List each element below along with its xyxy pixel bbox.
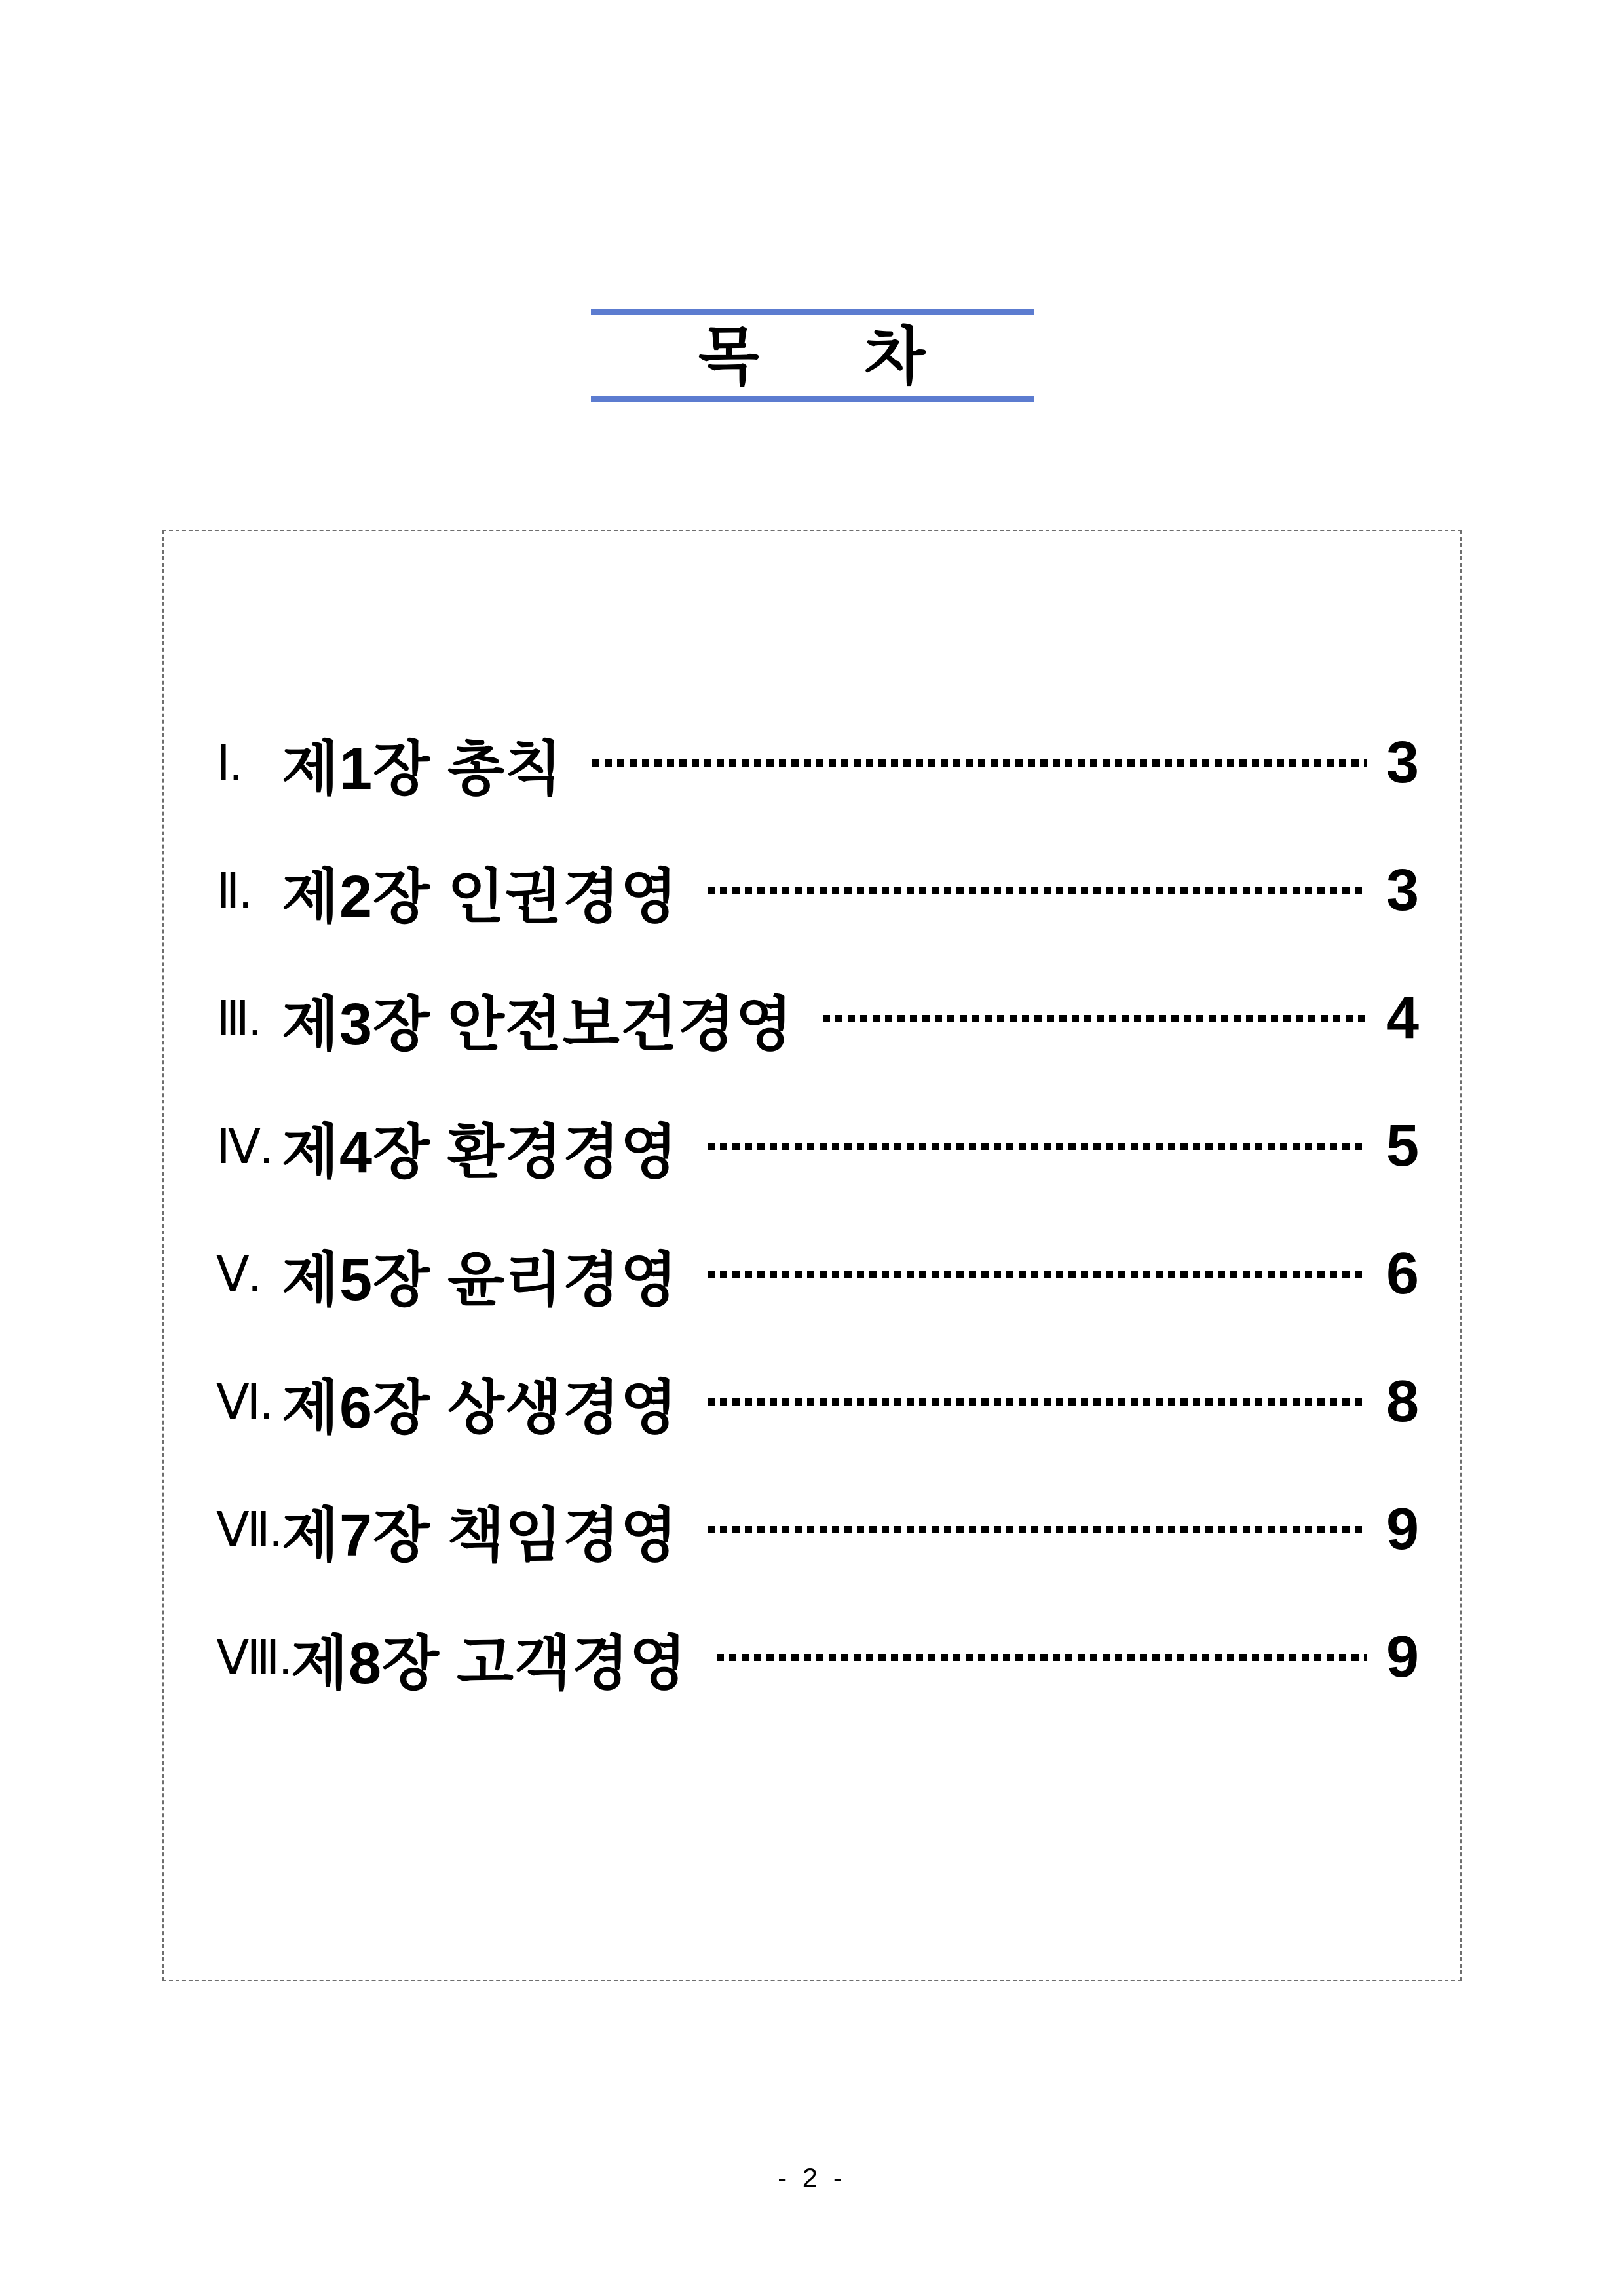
toc-entry-row: [164, 1338, 1460, 1466]
dotted-leader: [708, 1526, 1367, 1533]
toc-outline-box: [162, 530, 1462, 1981]
page-title: 목 차: [698, 322, 927, 392]
toc-entry-row: [164, 1210, 1460, 1338]
toc-entry-row: [164, 827, 1460, 955]
toc-entry-label: 제3장 안전보건경영: [282, 991, 793, 1058]
toc-entry-label: 제5장 윤리경영: [282, 1247, 678, 1313]
toc-entry-page-number: 9: [1386, 1624, 1419, 1690]
toc-title-block: [591, 309, 1034, 402]
toc-entry-row: [164, 699, 1460, 827]
toc-entry-page-number: 3: [1386, 730, 1419, 795]
dotted-leader: [708, 1271, 1367, 1278]
page-number-footer: - 2 -: [778, 2162, 846, 2193]
toc-entry-numeral: Ⅴ.: [216, 1246, 261, 1301]
toc-entry-page-number: 4: [1386, 985, 1419, 1051]
toc-entry-numeral: Ⅳ.: [216, 1119, 272, 1174]
title-top-rule: [591, 309, 1034, 315]
toc-entry-page-number: 3: [1386, 858, 1419, 923]
dotted-leader: [592, 759, 1367, 767]
toc-entry-page-number: 8: [1386, 1369, 1419, 1434]
toc-entry-label: 제8장 고객경영: [291, 1630, 687, 1696]
toc-entry-label: 제2장 인권경영: [282, 864, 678, 930]
dotted-leader: [708, 1398, 1367, 1406]
dotted-leader: [717, 1654, 1367, 1661]
toc-entry-numeral: Ⅲ.: [216, 991, 261, 1046]
title-bottom-rule: [591, 396, 1034, 402]
dotted-leader: [708, 887, 1367, 894]
toc-entry-numeral: Ⅷ.: [216, 1630, 292, 1685]
toc-entry-page-number: 6: [1386, 1241, 1419, 1307]
toc-entry-label: 제7장 책임경영: [282, 1502, 678, 1569]
toc-entry-page-number: 9: [1386, 1497, 1419, 1562]
toc-list: [164, 699, 1460, 1721]
toc-entry-label: 제4장 환경경영: [282, 1119, 678, 1185]
dotted-leader: [708, 1143, 1367, 1150]
toc-entry-row: [164, 1594, 1460, 1721]
toc-entry-numeral: Ⅶ.: [216, 1502, 282, 1557]
toc-entry-row: [164, 1082, 1460, 1210]
toc-entry-numeral: Ⅱ.: [216, 863, 251, 918]
toc-entry-label: 제6장 상생경영: [282, 1375, 678, 1441]
toc-entry-numeral: Ⅵ.: [216, 1374, 272, 1429]
toc-entry-label: 제1장 총칙: [282, 736, 563, 802]
toc-entry-row: [164, 1466, 1460, 1594]
toc-entry-row: [164, 955, 1460, 1082]
toc-entry-numeral: Ⅰ.: [216, 735, 242, 790]
dotted-leader: [823, 1015, 1367, 1022]
toc-entry-page-number: 5: [1386, 1113, 1419, 1179]
